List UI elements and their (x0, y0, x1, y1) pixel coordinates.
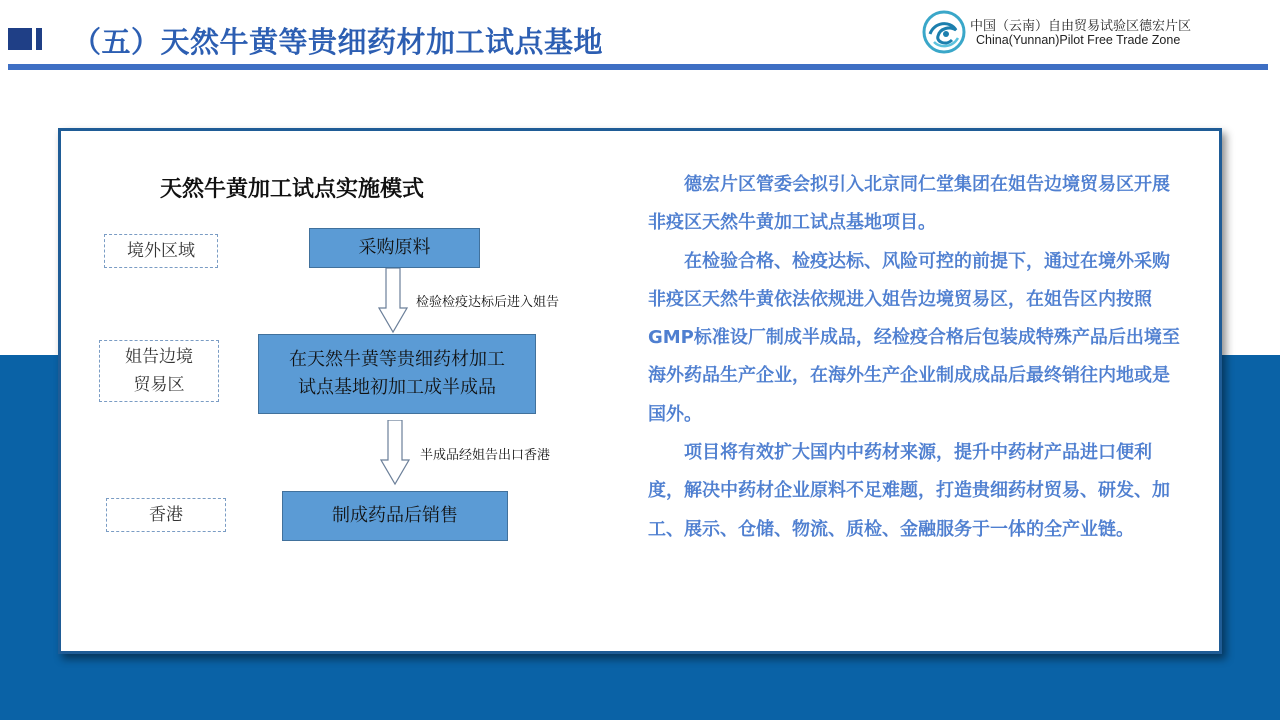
logo-english-text: China(Yunnan)Pilot Free Trade Zone (976, 33, 1181, 47)
step-initial-processing: 在天然牛黄等贵细药材加工 试点基地初加工成半成品 (258, 334, 536, 414)
description-paragraph: 德宏片区管委会拟引入北京同仁堂集团在姐告边境贸易区开展非疫区天然牛黄加工试点基地项目。 (648, 174, 1170, 234)
project-description (648, 166, 1184, 549)
ftz-logo (920, 8, 1220, 56)
arrow-down-icon (380, 420, 410, 486)
region-overseas: 境外区域 (104, 234, 218, 268)
logo-chinese-text: 中国（云南）自由贸易试验区德宏片区 (970, 19, 1192, 34)
title-square-marker (8, 28, 32, 50)
description-paragraph: 项目将有效扩大国内中药材来源，提升中药材产品进口便利度，解决中药材企业原料不足难题，打造贵细药材贸易、研发、加工、展示、仓储、物流、质检、金融服务于一体的全产业链。 (648, 442, 1170, 540)
region-hong-kong: 香港 (106, 498, 226, 532)
step-finished-product-sales: 制成药品后销售 (282, 491, 508, 541)
title-underline (8, 64, 1268, 70)
title-bar-marker (36, 28, 42, 50)
description-paragraph: 在检验合格、检疫达标、风险可控的前提下，通过在境外采购非疫区天然牛黄依法依规进入姐告边境贸易区，在姐告区内按照GMP标准设厂制成半成品，经检疫合格后包装成特殊产品后出境至海外药品生产企业，在海外生产企业制成成品后最终销往内地或是国外。 (648, 250, 1180, 425)
page-title: （五）天然牛黄等贵细药材加工试点基地 (72, 25, 604, 59)
region-jiegao-border-trade-zone: 姐告边境 贸易区 (99, 340, 219, 402)
diagram-title: 天然牛黄加工试点实施模式 (160, 177, 425, 202)
ftz-swirl-logo-icon (920, 8, 968, 56)
arrow-label-inspection: 检验检疫达标后进入姐告 (416, 295, 560, 310)
arrow-down-icon (378, 268, 408, 334)
step-purchase-materials: 采购原料 (309, 228, 480, 268)
arrow-label-export: 半成品经姐告出口香港 (420, 448, 551, 463)
